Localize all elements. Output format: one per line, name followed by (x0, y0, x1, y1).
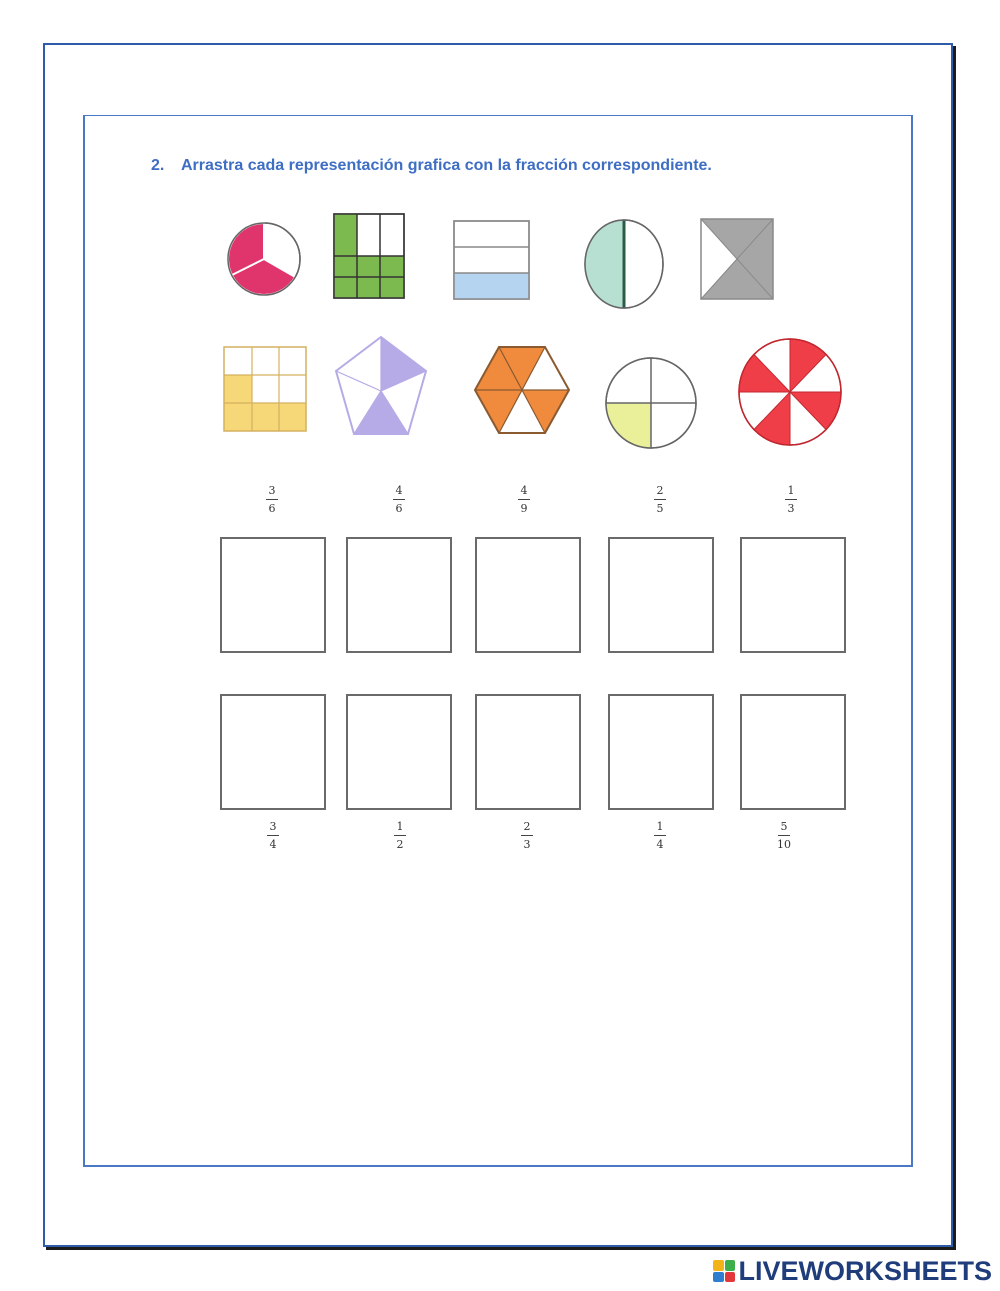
instruction-label: Arrastra cada representación grafica con la fracción correspondiente. (181, 157, 712, 174)
denominator: 4 (656, 838, 664, 851)
drop-box[interactable] (346, 537, 452, 653)
figure-circle-quarters[interactable] (604, 356, 698, 450)
numerator: 2 (523, 820, 531, 833)
fraction-label (253, 820, 293, 851)
liveworksheets-logo (713, 1256, 992, 1286)
figure-square-triangles[interactable] (700, 218, 774, 300)
fraction-label (507, 820, 547, 851)
numerator: 5 (780, 820, 788, 833)
fraction-label (252, 484, 292, 515)
instruction-number: 2. (151, 157, 165, 174)
fraction-label (771, 484, 811, 515)
figure-grid-3x3[interactable] (223, 346, 307, 432)
drop-box[interactable] (346, 694, 452, 810)
figure-hexagon[interactable] (473, 345, 571, 435)
drop-box[interactable] (475, 694, 581, 810)
figure-rectangle-rows[interactable] (453, 220, 530, 300)
numerator: 1 (656, 820, 664, 833)
denominator: 4 (269, 838, 277, 851)
fraction-label (504, 484, 544, 515)
numerator: 4 (520, 484, 528, 497)
numerator: 3 (269, 820, 277, 833)
denominator: 9 (520, 502, 528, 515)
numerator: 4 (395, 484, 403, 497)
denominator: 6 (395, 502, 403, 515)
drop-box[interactable] (740, 537, 846, 653)
numerator: 3 (268, 484, 276, 497)
instruction-text (151, 157, 712, 175)
liveworksheets-icon (713, 1260, 735, 1282)
figure-circle-halves[interactable] (583, 218, 665, 310)
figure-pentagon[interactable] (334, 335, 428, 437)
denominator: 2 (396, 838, 404, 851)
fraction-label (640, 484, 680, 515)
fraction-label (380, 820, 420, 851)
numerator: 2 (656, 484, 664, 497)
drop-box[interactable] (608, 694, 714, 810)
denominator: 6 (268, 502, 276, 515)
figure-circle-thirds[interactable] (225, 219, 303, 299)
fraction-label (379, 484, 419, 515)
numerator: 1 (787, 484, 795, 497)
figure-circle-eighths[interactable] (737, 337, 843, 447)
denominator: 3 (523, 838, 531, 851)
fraction-label (640, 820, 680, 851)
drop-box[interactable] (220, 537, 326, 653)
brand-name: LIVEWORKSHEETS (738, 1255, 992, 1286)
figure-rectangle-grid[interactable] (333, 213, 405, 299)
denominator: 10 (777, 838, 791, 851)
drop-box[interactable] (608, 537, 714, 653)
drop-box[interactable] (475, 537, 581, 653)
drop-box[interactable] (740, 694, 846, 810)
drop-box[interactable] (220, 694, 326, 810)
denominator: 3 (787, 502, 795, 515)
denominator: 5 (656, 502, 664, 515)
numerator: 1 (396, 820, 404, 833)
fraction-label (764, 820, 804, 851)
